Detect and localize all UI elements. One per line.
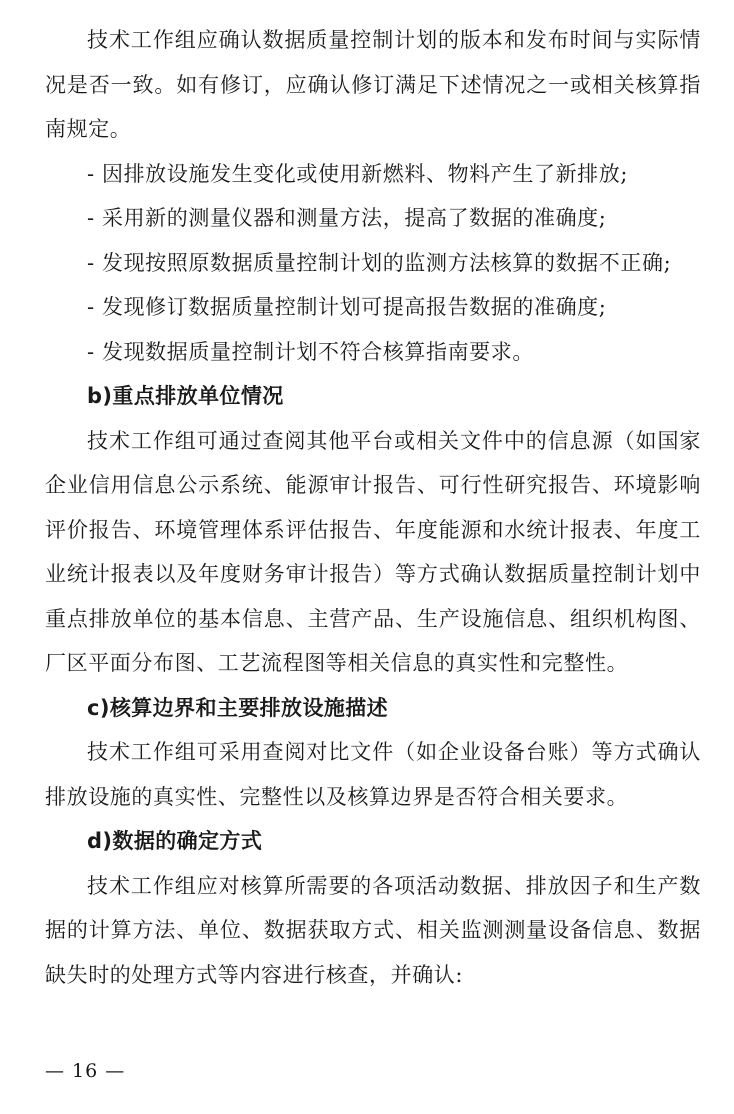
list-item-noncompliant: - 发现数据质量控制计划不符合核算指南要求。	[87, 339, 534, 364]
paragraph-unit-info: 技术工作组可通过查阅其他平台或相关文件中的信息源（如国家企业信用信息公示系统、能源审计报告、可行性研究报告、环境影响评价报告、环境管理体系评估报告、年度能源和水统计报表、年度工业统计报表以及年度财务审计报告）等方式确认数据质量控制计划中重点排放单位的基本信息、主营产品、生产设施信息、组织机构图、厂区平面分布图、工艺流程图等相关信息的真实性和完整性。	[45, 428, 701, 675]
document-body	[45, 18, 701, 997]
paragraph-data-method: 技术工作组应对核算所需要的各项活动数据、排放因子和生产数据的计算方法、单位、数据获取方式、相关监测测量设备信息、数据缺失时的处理方式等内容进行核查，并确认:	[45, 873, 701, 987]
list-item-new-instrument: - 采用新的测量仪器和测量方法，提高了数据的准确度;	[87, 206, 607, 230]
paragraph-boundary: 技术工作组可采用查阅对比文件（如企业设备台账）等方式确认排放设施的真实性、完整性以及核算边界是否符合相关要求。	[45, 740, 701, 809]
section-heading-c: c)核算边界和主要排放设施描述	[87, 695, 389, 720]
list-item-incorrect-data: - 发现按照原数据质量控制计划的监测方法核算的数据不正确;	[87, 250, 672, 275]
paragraph-revision-check: 技术工作组应确认数据质量控制计划的版本和发布时间与实际情况是否一致。如有修订，应确认修订满足下述情况之一或相关核算指南规定。	[45, 28, 701, 141]
section-heading-b: b)重点排放单位情况	[87, 384, 284, 408]
list-item-improve-accuracy: - 发现修订数据质量控制计划可提高报告数据的准确度;	[87, 295, 607, 319]
page-number: — 16 —	[45, 1060, 126, 1082]
list-item-new-emission: - 因排放设施发生变化或使用新燃料、物料产生了新排放;	[87, 161, 629, 186]
section-heading-d: d)数据的确定方式	[87, 829, 263, 853]
